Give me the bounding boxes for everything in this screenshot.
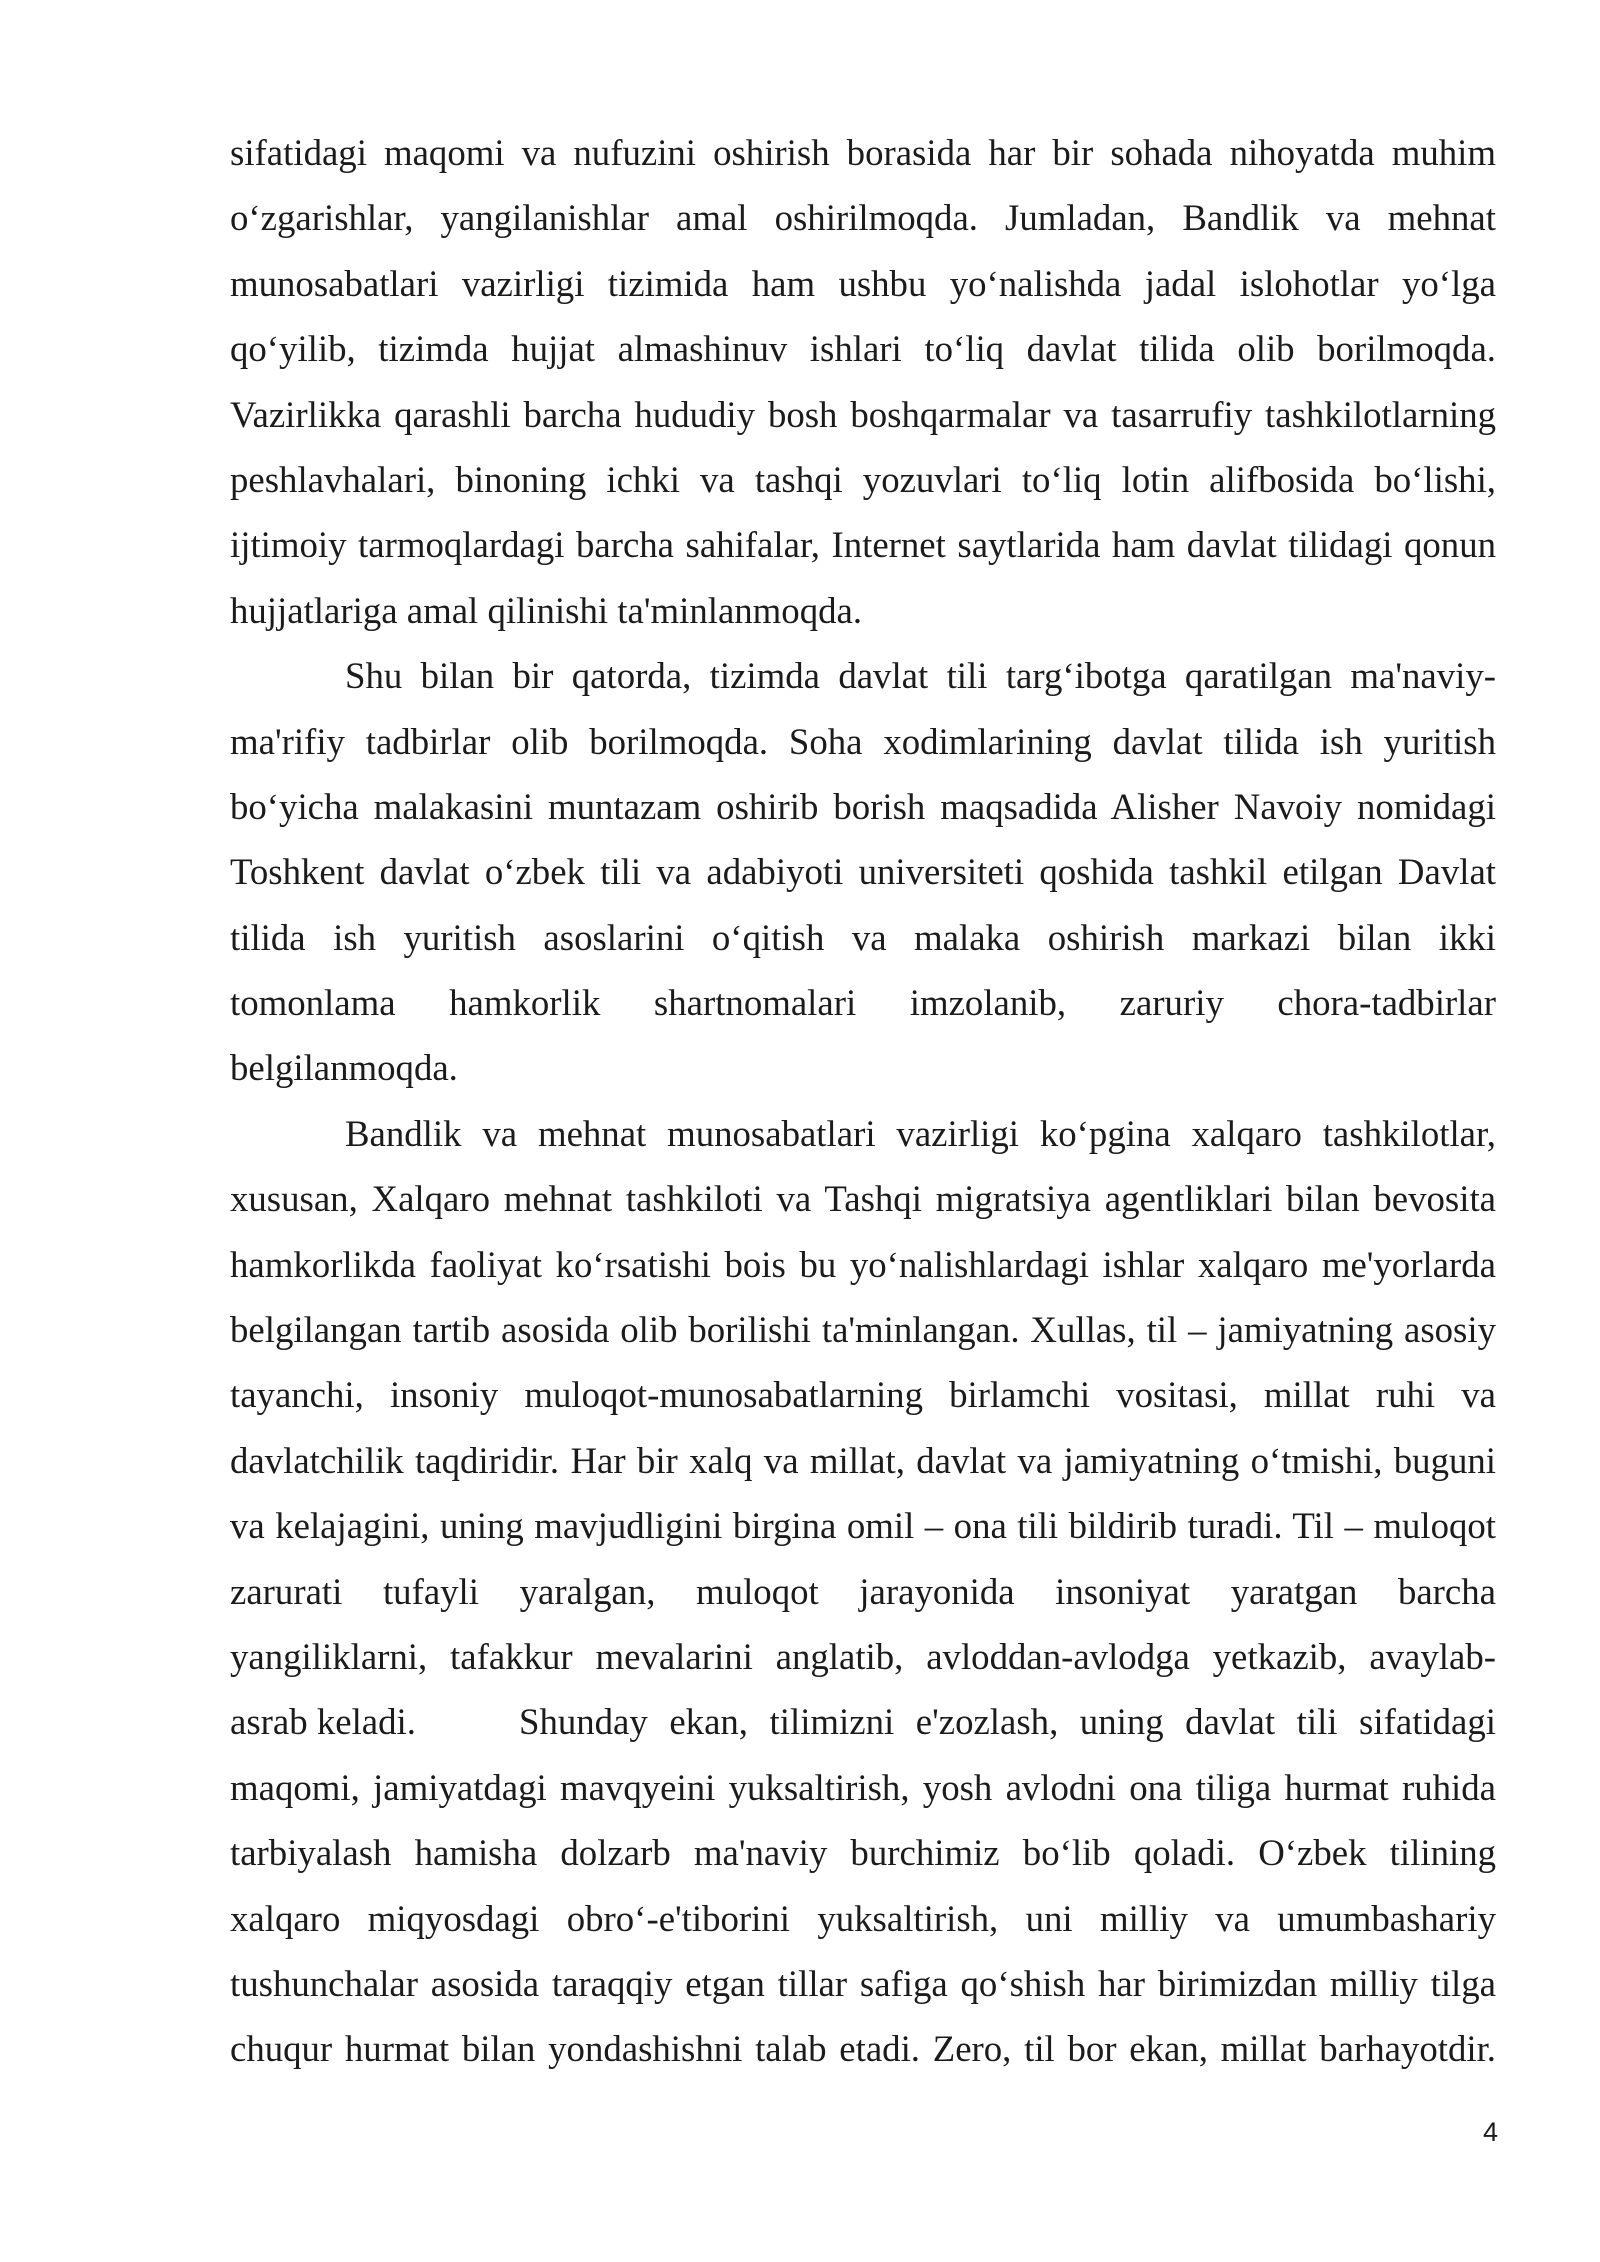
text-line: hamkorlikda faoliyat ko‘rsatishi bois bu yo‘nalishlardagi ishlar xalqaro me'yorlarda xyxy=(230,1243,1496,1285)
text-line: xususan, Xalqaro mehnat tashkiloti va Tashqi migratsiya agentliklari bilan bevosita xyxy=(230,1178,1496,1220)
text-line-segment: Shunday ekan, tilimizni e'zozlash, uning davlat tili sifatidagi xyxy=(519,1701,1496,1743)
text-line: xalqaro miqyosdagi obro‘-e'tiborini yuksaltirish, uni milliy va umumbashariy xyxy=(230,1897,1496,1939)
text-line: zarurati tufayli yaralgan, muloqot jarayonida insoniyat yaratgan barcha xyxy=(230,1570,1496,1612)
text-line: qo‘yilib, tizimda hujjat almashinuv ishlari to‘liq davlat tilida olib borilmoqda. xyxy=(230,328,1496,370)
page-number: 4 xyxy=(1482,2117,1498,2147)
text-line: sifatidagi maqomi va nufuzini oshirish borasida har bir sohada nihoyatda muhim xyxy=(230,132,1496,173)
text-line: tayanchi, insoniy muloqot-munosabatlarning birlamchi vositasi, millat ruhi va xyxy=(230,1374,1496,1416)
paragraph xyxy=(230,643,1496,1101)
text-line: tilida ish yuritish asoslarini o‘qitish va malaka oshirish markazi bilan ikki xyxy=(230,916,1496,958)
text-line: Bandlik va mehnat munosabatlari vazirligi ko‘pgina xalqaro tashkilotlar, xyxy=(345,1112,1496,1154)
text-line: davlatchilik taqdiridir. Har bir xalq va millat, davlat va jamiyatning o‘tmishi, buguni xyxy=(230,1439,1496,1481)
text-line: yangiliklarni, tafakkur mevalarini anglatib, avloddan-avlodga yetkazib, avaylab- xyxy=(230,1635,1496,1677)
text-line: munosabatlari vazirligi tizimida ham ushbu yo‘nalishda jadal islohotlar yo‘lga xyxy=(230,262,1496,304)
text-line: chuqur hurmat bilan yondashishni talab etadi. Zero, til bor ekan, millat barhayotdir. xyxy=(230,2028,1496,2070)
text-line: va kelajagini, uning mavjudligini birgina omil – ona tili bildirib turadi. Til – muloqot xyxy=(230,1505,1496,1547)
text-line-segment: asrab keladi. xyxy=(230,1701,416,1743)
text-line: bo‘yicha malakasini muntazam oshirib borish maqsadida Alisher Navoiy nomidagi xyxy=(230,785,1496,827)
text-line: peshlavhalari, binoning ichki va tashqi yozuvlari to‘liq lotin alifbosida bo‘lishi, xyxy=(230,458,1496,500)
text-line: o‘zgarishlar, yangilanishlar amal oshirilmoqda. Jumladan, Bandlik va mehnat xyxy=(230,197,1496,239)
paragraph xyxy=(230,120,1496,643)
text-line: ma'rifiy tadbirlar olib borilmoqda. Soha xodimlarining davlat tilida ish yuritish xyxy=(230,720,1496,762)
text-line: hujjatlariga amal qilinishi ta'minlanmoqda. xyxy=(230,589,863,631)
text-line: maqomi, jamiyatdagi mavqyeini yuksaltirish, yosh avlodni ona tiliga hurmat ruhida xyxy=(230,1766,1496,1808)
text-line: tarbiyalash hamisha dolzarb ma'naviy burchimiz bo‘lib qoladi. O‘zbek tilining xyxy=(230,1832,1496,1874)
text-line: tushunchalar asosida taraqqiy etgan tillar safiga qo‘shish har birimizdan milliy tilga xyxy=(230,1962,1496,2004)
text-line: ijtimoiy tarmoqlardagi barcha sahifalar, Internet saytlarida ham davlat tilidagi qonun xyxy=(230,524,1496,566)
text-line: Vazirlikka qarashli barcha hududiy bosh boshqarmalar va tasarrufiy tashkilotlarning xyxy=(230,393,1496,435)
text-line: tomonlama hamkorlik shartnomalari imzolanib, zaruriy chora-tadbirlar xyxy=(230,982,1496,1024)
text-line: belgilanmoqda. xyxy=(230,1047,458,1089)
text-line xyxy=(230,1689,1496,1754)
text-line: belgilangan tartib asosida olib borilishi ta'minlangan. Xullas, til – jamiyatning asosiy xyxy=(230,1309,1496,1351)
paragraph xyxy=(230,1101,1496,2082)
text-line: Shu bilan bir qatorda, tizimda davlat tili targ‘ibotga qaratilgan ma'naviy- xyxy=(345,655,1496,697)
body-text xyxy=(230,120,1496,2082)
text-line: Toshkent davlat o‘zbek tili va adabiyoti universiteti qoshida tashkil etilgan Davlat xyxy=(230,851,1496,893)
